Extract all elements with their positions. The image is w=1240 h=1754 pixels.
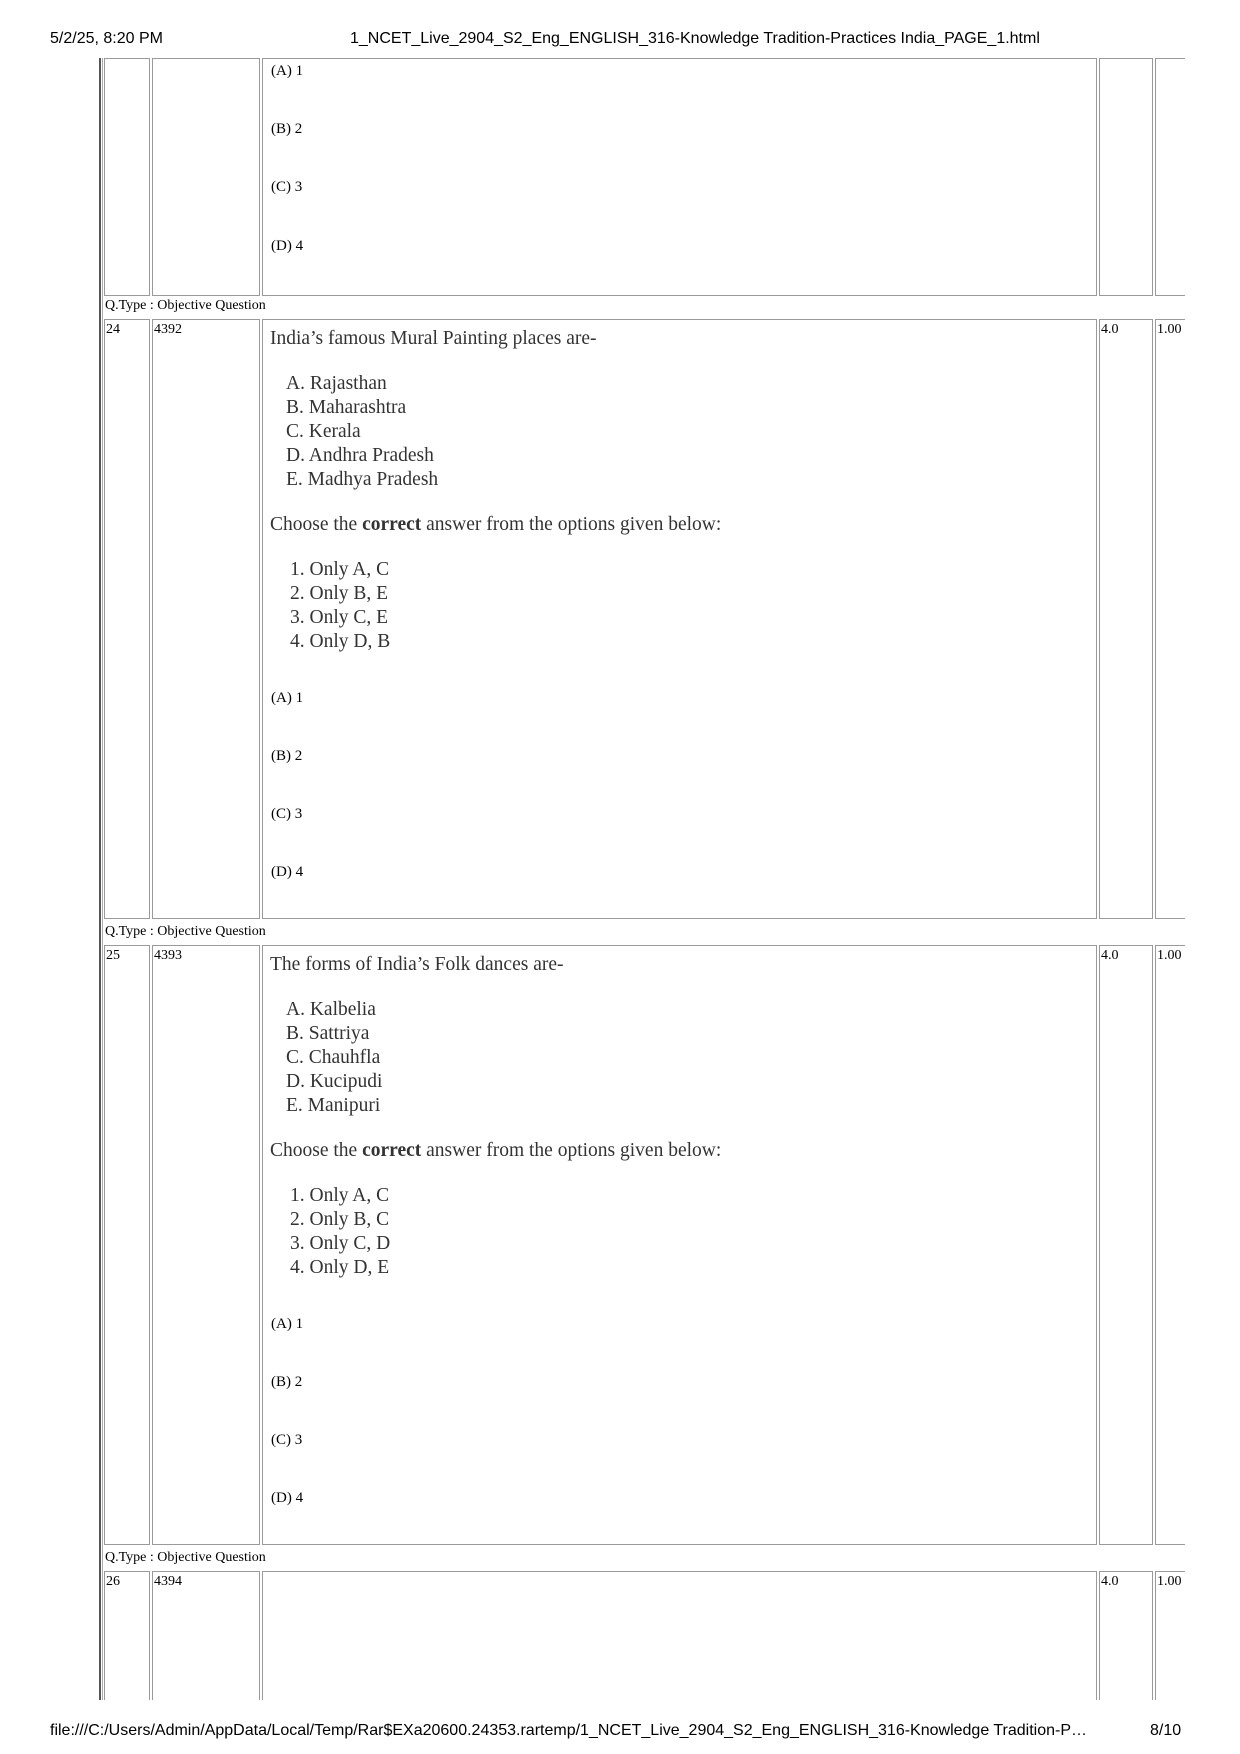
statement-item: C. Kerala	[286, 421, 361, 442]
negative-marks: 1.00	[1157, 1574, 1182, 1589]
statement-list	[270, 998, 1070, 1118]
negative-cell	[1155, 319, 1185, 919]
qtype-label: Q.Type : Objective Question	[105, 298, 266, 313]
sno-cell	[104, 1571, 150, 1711]
option-c: (C) 3	[271, 1432, 303, 1448]
marks: 4.0	[1101, 322, 1119, 337]
statement-item: C. Chauhfla	[286, 1047, 381, 1068]
negative-cell	[1155, 945, 1185, 1545]
option-b: (B) 2	[271, 1374, 303, 1390]
serial-number: 26	[106, 1574, 120, 1589]
qid-cell	[152, 945, 260, 1545]
statement-item: E. Manipuri	[286, 1095, 381, 1116]
table-left-border	[99, 58, 101, 1700]
negative-cell	[1155, 58, 1185, 296]
print-page-number: 8/10	[1150, 1722, 1182, 1739]
choice-item: 4. Only D, E	[290, 1257, 390, 1278]
marks-cell	[1099, 58, 1153, 296]
question-id: 4392	[154, 322, 182, 337]
option-c: (C) 3	[271, 806, 303, 822]
choice-item: 2. Only B, C	[290, 1209, 390, 1230]
question-cell	[262, 1571, 1097, 1711]
table-left-border-inner	[102, 58, 103, 1700]
choice-item: 3. Only C, E	[290, 607, 389, 628]
marks-cell	[1099, 1571, 1153, 1711]
choice-item: 2. Only B, E	[290, 583, 389, 604]
statement-item: A. Rajasthan	[286, 373, 387, 394]
statement-item: D. Andhra Pradesh	[286, 445, 434, 466]
instruction-text: Choose the correct answer from the options given below:	[270, 1140, 722, 1161]
question-image	[270, 327, 1070, 654]
option-a: (A) 1	[271, 690, 304, 706]
statement-list	[270, 372, 1070, 492]
statement-item: A. Kalbelia	[286, 999, 376, 1020]
choice-list	[270, 1184, 1070, 1280]
qtype-label: Q.Type : Objective Question	[105, 1550, 266, 1565]
qtype-label: Q.Type : Objective Question	[105, 924, 266, 939]
choice-item: 1. Only A, C	[290, 559, 390, 580]
serial-number: 25	[106, 948, 120, 963]
sno-cell	[104, 58, 150, 296]
negative-marks: 1.00	[1157, 948, 1182, 963]
marks: 4.0	[1101, 948, 1119, 963]
choice-item: 3. Only C, D	[290, 1233, 391, 1254]
negative-marks: 1.00	[1157, 322, 1182, 337]
qid-cell	[152, 58, 260, 296]
choice-list	[270, 558, 1070, 654]
sno-cell	[104, 945, 150, 1545]
qid-cell	[152, 1571, 260, 1711]
statement-item: D. Kucipudi	[286, 1071, 383, 1092]
option-d: (D) 4	[271, 238, 304, 254]
question-id: 4393	[154, 948, 182, 963]
question-image	[270, 953, 1070, 1280]
qid-cell	[152, 319, 260, 919]
question-cell	[262, 58, 1097, 296]
instruction-text: Choose the correct answer from the options given below:	[270, 514, 722, 535]
option-b: (B) 2	[271, 121, 303, 137]
question-stem: The forms of India’s Folk dances are-	[270, 954, 564, 975]
statement-item: B. Maharashtra	[286, 397, 407, 418]
print-file-path: file:///C:/Users/Admin/AppData/Local/Temp/Rar$EXa20600.24353.rartemp/1_NCET_Live_2904_S2_Eng_ENGLISH_316-Knowledge Tradition-P…	[50, 1722, 1088, 1739]
statement-item: E. Madhya Pradesh	[286, 469, 439, 490]
choice-item: 1. Only A, C	[290, 1185, 390, 1206]
marks-cell	[1099, 945, 1153, 1545]
choice-item: 4. Only D, B	[290, 631, 391, 652]
marks: 4.0	[1101, 1574, 1119, 1589]
sno-cell	[104, 319, 150, 919]
statement-item: B. Sattriya	[286, 1023, 370, 1044]
serial-number: 24	[106, 322, 120, 337]
question-id: 4394	[154, 1574, 182, 1589]
print-title: 1_NCET_Live_2904_S2_Eng_ENGLISH_316-Knowledge Tradition-Practices India_PAGE_1.html	[350, 30, 1040, 47]
option-a: (A) 1	[271, 1316, 304, 1332]
option-c: (C) 3	[271, 179, 303, 195]
option-a: (A) 1	[271, 63, 304, 79]
option-d: (D) 4	[271, 1490, 304, 1506]
question-stem: India’s famous Mural Painting places are-	[270, 328, 597, 349]
option-b: (B) 2	[271, 748, 303, 764]
marks-cell	[1099, 319, 1153, 919]
print-datetime: 5/2/25, 8:20 PM	[50, 30, 163, 47]
option-d: (D) 4	[271, 864, 304, 880]
